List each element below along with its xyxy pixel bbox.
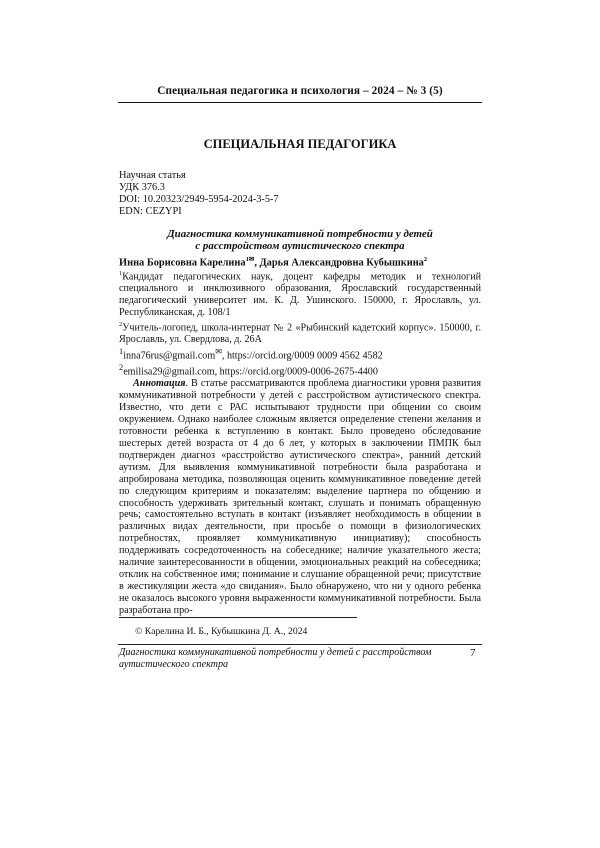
author-list bbox=[119, 255, 427, 268]
author-name: Дарья Александровна Кубышкина bbox=[259, 257, 424, 269]
author-separator: , bbox=[254, 257, 260, 269]
footnote-rule bbox=[119, 617, 357, 618]
footer-title-line-1: Диагностика коммуникативной потребности у детей с расстройством bbox=[119, 647, 432, 658]
edn: EDN: CEZYPI bbox=[119, 205, 182, 217]
orcid-link[interactable]: , https://orcid.org/0009 0009 4562 4582 bbox=[221, 350, 383, 362]
page-number: 7 bbox=[470, 647, 476, 659]
footer-title bbox=[119, 647, 449, 671]
affiliations bbox=[119, 268, 481, 379]
contact-2 bbox=[119, 362, 481, 378]
affiliation-text: Кандидат педагогических наук, доцент кафедры методик и технологий специального и инклюзивного образования, Ярославский государственный педагогический университет им. К. Д. Ушинского. 150000, г. Ярославль, ул. Республиканская, д. 108/1 bbox=[119, 271, 481, 319]
abstract bbox=[119, 378, 481, 617]
affiliation-1 bbox=[119, 268, 481, 319]
abstract-label: Аннотация bbox=[133, 378, 186, 389]
udc-code: УДК 376.3 bbox=[119, 181, 165, 193]
abstract-text: . В статье рассматриваются проблема диагностики уровня развития коммуникативной потребности у детей с расстройством аутистического спектра. Известно, что дети с РАС испытывают трудности при общении со своим окружением. Однако наиболее сложным является определение степени желания и готовности ребенка к вступлению в контакт. Было проведено обследование шестерых детей возраста от 4 до 6 лет, у которых в заключении ПМПК был подтвержден диагноз «расстройство аутистического спектра», ранний детский аутизм. Для выявления коммуникативной потребности была разработана и апробирована методика, позволяющая оценить коммуникативное поведение детей по следующим критериям и показателям: выделение партнера по общению и способность удерживать зрительный контакт, слушать и понимать обращенную речь; самостоятельно вступать в контакт (изъявляет необходимость в общении в различных видах деятельности, при просьбе о помощи в физиологических потребностях, проявляет коммуникативную инициативу); способность поддерживать сосредоточенность на собеседнике; наличие указательного жеста; наличие заинтересованности в общении, эмоциональных реакций на собеседника; отклик на собственное имя; понимание и слушание обращенной речи; присутствие в жестикуляции жеста «до свидания». Было обнаружено, что ни у одного ребенка не оказалось высокого уровня выраженности коммуникативной потребности. Была разработана про- bbox=[119, 378, 481, 617]
affiliation-2 bbox=[119, 319, 481, 346]
affiliation-text: Учитель-логопед, школа-интернат № 2 «Рыбинский кадетский корпус». 150000, г. Ярославль, ул. Свердлова, д. 26А bbox=[119, 322, 481, 346]
article-title-line-1: Диагностика коммуникативной потребности у детей bbox=[167, 228, 433, 240]
article-title bbox=[118, 228, 482, 253]
contact-number: 1 bbox=[119, 347, 124, 357]
author-affiliation-mark: 1✉ bbox=[245, 256, 255, 263]
running-head: Специальная педагогика и психология – 2024 – № 3 (5) bbox=[157, 85, 443, 97]
article-type: Научная статья bbox=[119, 170, 186, 181]
footer-title-line-2: аутистического спектра bbox=[119, 659, 229, 670]
copyright-note: © Карелина И. Б., Кубышкина Д. А., 2024 bbox=[135, 626, 308, 637]
article-meta bbox=[119, 170, 279, 218]
contact-number: 2 bbox=[119, 363, 124, 373]
author-affiliation-mark: 2 bbox=[423, 256, 428, 263]
footer-rule bbox=[118, 644, 482, 645]
affiliation-number: 2 bbox=[119, 320, 123, 328]
header-rule bbox=[118, 102, 482, 103]
article-title-line-2: с расстройством аутистического спектра bbox=[195, 240, 405, 253]
section-title: СПЕЦИАЛЬНАЯ ПЕДАГОГИКА bbox=[203, 137, 397, 151]
doi[interactable]: DOI: 10.20323/2949-5954-2024-3-5-7 bbox=[119, 193, 279, 205]
contact-1 bbox=[119, 346, 481, 362]
author-name: Инна Борисовна Карелина bbox=[119, 257, 246, 269]
affiliation-number: 1 bbox=[119, 270, 123, 277]
contact-email-link[interactable]: inna76rus@gmail.com bbox=[123, 350, 216, 362]
contact-link[interactable]: emilisa29@gmail.com, https://orcid.org/0009-0006-2675-4400 bbox=[123, 366, 378, 378]
mail-icon: ✉ bbox=[215, 347, 222, 357]
